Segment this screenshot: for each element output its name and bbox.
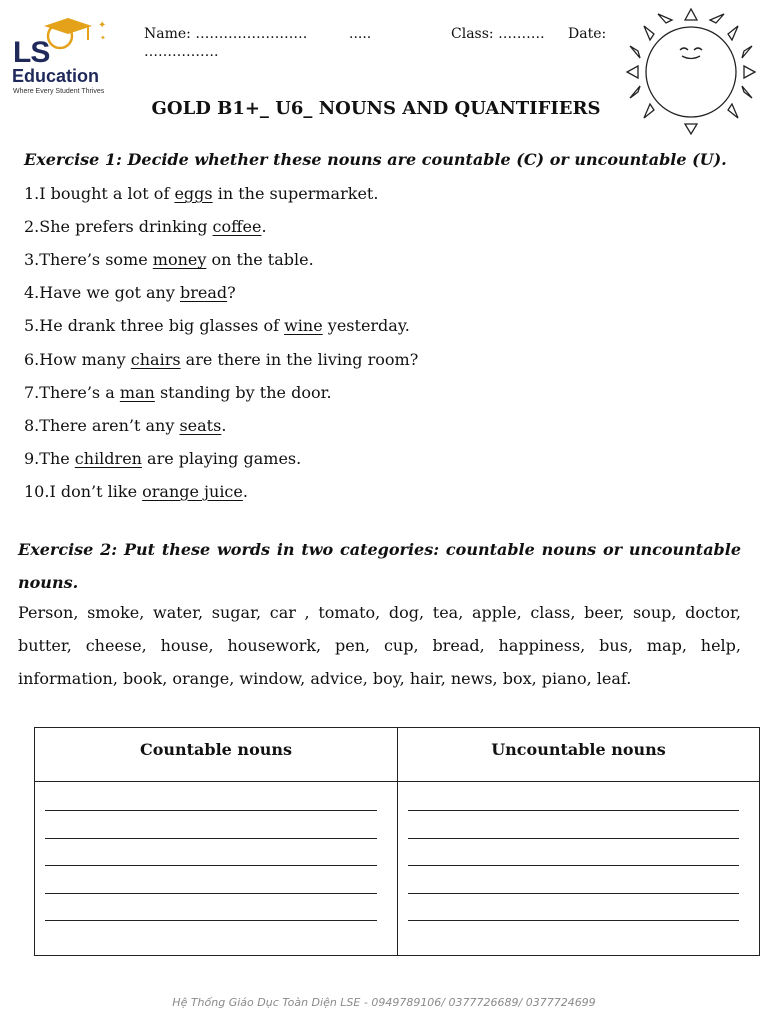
footer-contact: Hệ Thống Giáo Dục Toàn Diện LSE - 0949789106/ 0377726689/ 0377724699 — [172, 996, 596, 1009]
item-sentence-end: on the table. — [206, 250, 314, 270]
item-sentence-start: 6.How many — [24, 349, 131, 369]
exercise-1-title: Exercise 1: Decide whether these nouns are countable (C) or uncountable (U). — [24, 150, 727, 169]
answer-line[interactable] — [408, 920, 739, 921]
svg-text:✦: ✦ — [100, 34, 106, 42]
worksheet-title: GOLD B1+_ U6_ NOUNS AND QUANTIFIERS — [151, 98, 601, 119]
date-field[interactable]: Date: — [568, 26, 607, 42]
answer-line[interactable] — [408, 810, 739, 811]
item-sentence-end: . — [242, 481, 248, 501]
item-sentence-end: are playing games. — [141, 448, 302, 468]
item-sentence-start: 3.There’s some — [24, 250, 153, 270]
countable-column — [35, 728, 398, 955]
uncountable-header: Uncountable nouns — [398, 728, 759, 782]
item-sentence-start: 7.There’s a — [24, 382, 120, 402]
item-sentence-end: standing by the door. — [154, 382, 332, 402]
item-target-noun: eggs — [174, 184, 213, 203]
item-target-noun: bread — [179, 283, 228, 303]
item-sentence-end: . — [221, 415, 227, 435]
exercise-1-item — [24, 416, 226, 435]
logo-tagline: Where Every Student Thrives — [13, 88, 105, 95]
answer-line[interactable] — [45, 810, 377, 811]
exercise-1-item — [24, 283, 236, 302]
answer-line[interactable] — [408, 838, 739, 839]
exercise-2-title: Exercise 2: Put these words in two categories: countable nouns or uncountable nouns. — [18, 540, 741, 592]
answer-line[interactable] — [45, 865, 377, 866]
answer-line[interactable] — [45, 920, 377, 921]
item-target-noun: money — [152, 250, 207, 270]
exercise-1-item — [24, 449, 301, 468]
item-sentence-start: 5.He drank three big glasses of — [24, 316, 285, 336]
logo-brand: LS — [13, 36, 50, 69]
answer-line[interactable] — [408, 893, 739, 894]
date-field-dots: ……………. — [144, 44, 219, 60]
answer-line[interactable] — [408, 865, 739, 866]
item-sentence-start: 2.She prefers drinking — [24, 217, 213, 237]
exercise-2-word-list: Person, smoke, water, sugar, car , tomato, dog, tea, apple, class, beer, soup, doctor, butter, cheese, house, housework, pen, cup, bread, happiness, bus, map, help, information, book, orange, window, advice, boy, hair, news, box, piano, leaf. — [18, 603, 741, 688]
item-sentence-end: in the supermarket. — [212, 184, 379, 203]
item-target-noun: coffee — [212, 217, 262, 237]
exercise-1-item — [24, 316, 410, 335]
exercise-1-item — [24, 217, 267, 236]
svg-text:✦: ✦ — [98, 20, 107, 31]
item-target-noun: man — [119, 382, 155, 402]
exercise-1-item — [24, 184, 378, 203]
logo-name: Education — [12, 66, 100, 86]
item-sentence-end: are there in the living room? — [180, 349, 419, 369]
uncountable-column — [398, 728, 759, 955]
answer-line[interactable] — [45, 838, 377, 839]
name-field-dots: ..... — [349, 26, 372, 42]
ls-education-logo — [10, 14, 110, 96]
item-target-noun: chairs — [130, 349, 181, 369]
exercise-1-item — [24, 383, 332, 402]
item-sentence-end: ? — [227, 283, 236, 303]
item-target-noun: seats — [179, 415, 222, 435]
class-field[interactable]: Class: ………. — [451, 26, 545, 42]
name-field[interactable]: Name: …………………… — [144, 26, 308, 42]
item-sentence-start: 4.Have we got any — [24, 283, 180, 303]
item-target-noun: wine — [284, 316, 323, 336]
item-sentence-end: yesterday. — [322, 316, 410, 336]
exercise-1-item — [24, 250, 314, 269]
item-target-noun: orange juice — [142, 481, 243, 501]
countable-header: Countable nouns — [35, 728, 397, 782]
item-target-noun: children — [74, 448, 142, 468]
item-sentence-start: 1.I bought a lot of — [24, 184, 175, 203]
item-sentence-end: . — [261, 217, 267, 237]
item-sentence-start: 9.The — [24, 448, 75, 468]
answer-line[interactable] — [45, 893, 377, 894]
exercise-1-item — [24, 350, 418, 369]
item-sentence-start: 8.There aren’t any — [24, 415, 180, 435]
item-sentence-start: 10.I don’t like — [24, 481, 143, 501]
category-table — [34, 727, 760, 956]
exercise-1-item — [24, 482, 248, 501]
